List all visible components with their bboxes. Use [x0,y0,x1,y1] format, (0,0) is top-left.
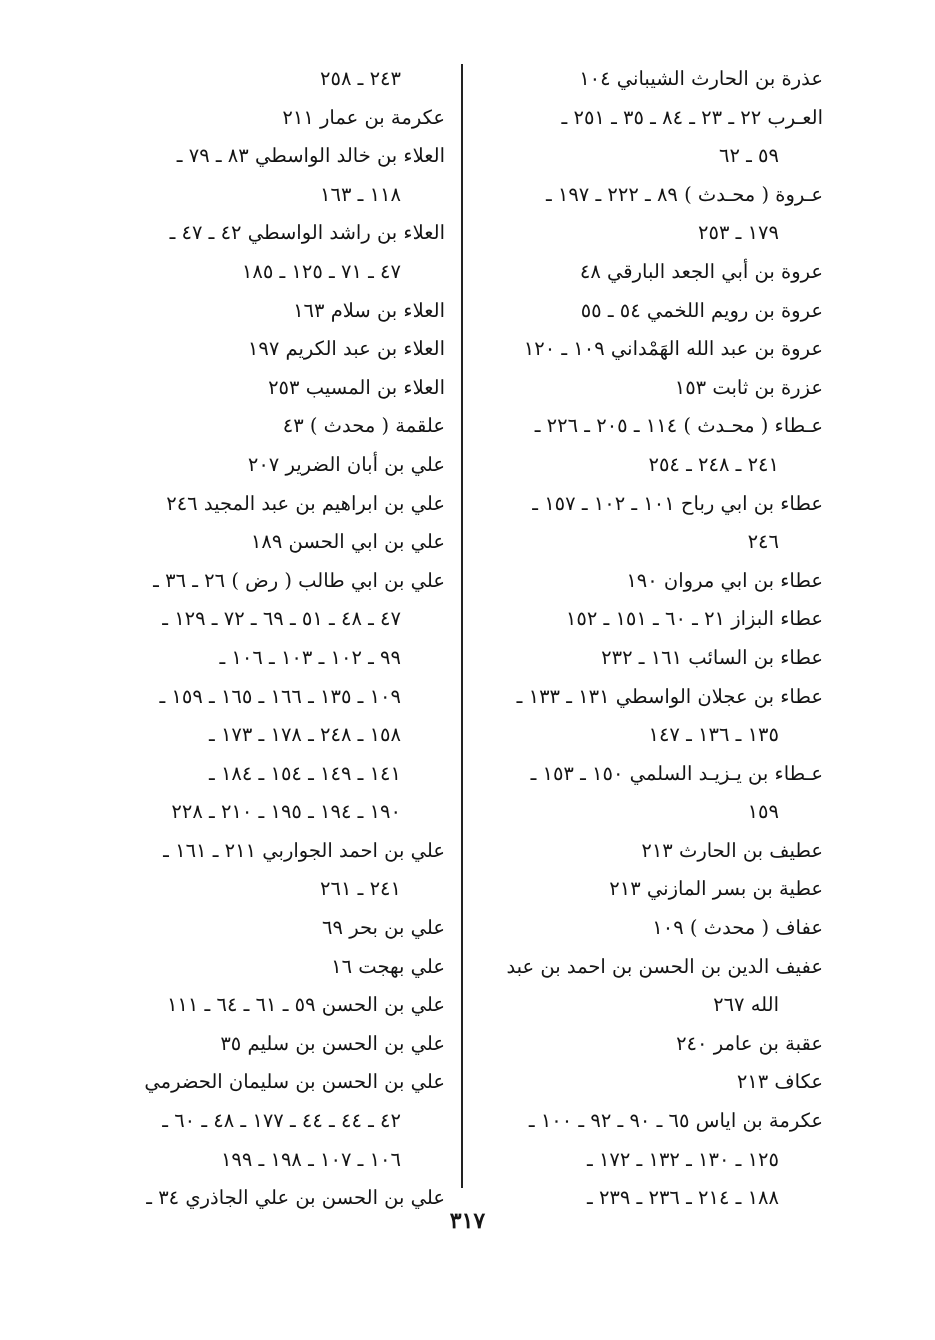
index-entry: عفاف ( محدث ) ١٠٩ [652,916,823,940]
index-entry: عفيف الدين بن الحسن بن احمد بن عبد [506,954,823,978]
index-entry: عروة بن أبي الجعد البارقي ٤٨ [579,259,823,283]
index-entry: عطيف بن الحارث ٢١٣ [641,838,823,862]
index-entry: عطاء بن ابي مروان ١٩٠ [626,568,823,592]
index-entry: علي بن الحسن بن سليمان الحضرمي [144,1070,445,1094]
index-column-left [100,60,445,1218]
index-entry: علي بن الحسن بن سليم ٣٥ [220,1031,445,1055]
index-entry: العلاء بن المسيب ٢٥٣ [268,375,445,399]
index-entry-continuation: الله ٢٦٧ [713,993,779,1017]
index-entry-continuation: ١٠٩ ـ ١٣٥ ـ ١٦٦ ـ ١٦٥ ـ ١٥٩ ـ [159,684,401,708]
index-entry: علي بن الحسن ٥٩ ـ ٦١ ـ ٦٤ ـ ١١١ [166,993,445,1017]
index-entry-continuation: ١٢٥ ـ ١٣٠ ـ ١٣٢ ـ ١٧٢ ـ [587,1147,779,1171]
index-entry: علي بن ابي الحسن ١٨٩ [250,530,445,554]
index-entry: عطاء بن ابي رباح ١٠١ ـ ١٠٢ ـ ١٥٧ ـ [532,491,823,515]
index-entry: علي بن الحسن بن علي الجاذري ٣٤ ـ [146,1186,445,1210]
index-entry-continuation: ٥٩ ـ ٦٢ [718,144,779,168]
index-entry-continuation: ٢٤١ ـ ٢٦١ [320,877,401,901]
index-entry: عروة بن رويم اللخمي ٥٤ ـ ٥٥ [580,298,823,322]
index-entry-continuation: ٢٤١ ـ ٢٤٨ ـ ٢٥٤ [648,452,779,476]
index-entry-continuation: ١٥٨ ـ ٢٤٨ ـ ١٧٨ ـ ١٧٣ ـ [209,723,401,747]
index-entry: العلاء بن خالد الواسطي ٨٣ ـ ٧٩ ـ [176,144,445,168]
index-entry-continuation: ١٩٠ ـ ١٩٤ ـ ١٩٥ ـ ٢١٠ ـ ٢٢٨ [171,800,401,824]
index-entry-continuation: ٩٩ ـ ١٠٢ ـ ١٠٣ ـ ١٠٦ ـ [219,645,401,669]
index-entry: عروة بن عبد الله الهَمْداني ١٠٩ ـ ١٢٠ [523,337,823,361]
index-entry: عكاف ٢١٣ [736,1070,823,1094]
index-entry-continuation: ٤٧ ـ ٧١ ـ ١٢٥ ـ ١٨٥ [241,259,401,283]
index-entry: عقبة بن عامر ٢٤٠ [676,1031,823,1055]
index-entry: علقمة ( محدث ) ٤٣ [282,414,445,438]
index-entry: عكرمة بن عمار ٢١١ [282,105,445,129]
index-entry: عذرة بن الحارث الشيباني ١٠٤ [579,67,823,90]
page-number: ٣١٧ [449,1208,486,1234]
index-entry: علي بن ابي طالب ( رض ) ٢٦ ـ ٣٦ ـ [153,568,445,592]
index-entry: العلاء بن سلام ١٦٣ [293,298,445,322]
index-entry: عطية بن بسر المازني ٢١٣ [609,877,823,901]
index-entry: العلاء بن عبد الكريم ١٩٧ [247,337,445,361]
index-entry-continuation: ٤٧ ـ ٤٨ ـ ٥١ ـ ٦٩ ـ ٧٢ ـ ١٢٩ ـ [162,607,401,631]
index-entry: علي بن احمد الجواربي ٢١١ ـ ١٦١ ـ [163,838,445,862]
index-entry: عكرمة بن اياس ٦٥ ـ ٩٠ ـ ٩٢ ـ ١٠٠ ـ [528,1109,823,1133]
index-entry: علي بن أبان الضرير ٢٠٧ [247,452,445,476]
index-entry: العـرب ٢٢ ـ ٢٣ ـ ٨٤ ـ ٣٥ ـ ٢٥١ ـ [561,105,823,129]
index-column-right [478,60,823,1218]
index-entry: علي بن بحر ٦٩ [322,916,445,940]
index-entry: علي بهجت ١٦ [331,954,445,978]
index-entry-continuation: ١١٨ ـ ١٦٣ [320,182,401,206]
index-entry-continuation: ٤٢ ـ ٤٤ ـ ٤٤ ـ ١٧٧ ـ ٤٨ ـ ٦٠ ـ [162,1109,401,1133]
index-entry: عـطاء بن يـزيـد السلمي ١٥٠ ـ ١٥٣ ـ [530,761,823,785]
index-entry: عطاء بن السائب ١٦١ ـ ٢٣٢ [601,645,823,669]
index-entry: العلاء بن راشد الواسطي ٤٢ ـ ٤٧ ـ [169,221,445,245]
index-entry-continuation: ١٤١ ـ ١٤٩ ـ ١٥٤ ـ ١٨٤ ـ [209,761,401,785]
index-entry-continuation: ٢٤٣ ـ ٢٥٨ [320,67,401,90]
index-entry-continuation: ١٠٦ ـ ١٠٧ ـ ١٩٨ ـ ١٩٩ [220,1147,401,1171]
index-entry: عطاء البزاز ٢١ ـ ٦٠ ـ ١٥١ ـ ١٥٢ [565,607,823,631]
index-entry-continuation: ١٣٥ ـ ١٣٦ ـ ١٤٧ [648,723,779,747]
index-entry-continuation: ١٧٩ ـ ٢٥٣ [698,221,779,245]
index-entry-continuation: ١٥٩ [747,800,779,824]
index-entry: عزرة بن ثابت ١٥٣ [674,375,823,399]
index-entry: عـطاء ( محـدث ) ١١٤ ـ ٢٠٥ ـ ٢٢٦ ـ [534,414,823,438]
index-entry-continuation: ١٨٨ ـ ٢١٤ ـ ٢٣٦ ـ ٢٣٩ ـ [587,1186,779,1210]
column-divider [461,64,463,1188]
index-entry: علي بن ابراهيم بن عبد المجيد ٢٤٦ [166,491,445,515]
index-entry: عـروة ( محـدث ) ٨٩ ـ ٢٢٢ ـ ١٩٧ ـ [545,182,823,206]
index-entry-continuation: ٢٤٦ [747,530,779,554]
index-entry: عطاء بن عجلان الواسطي ١٣١ ـ ١٣٣ ـ [516,684,823,708]
